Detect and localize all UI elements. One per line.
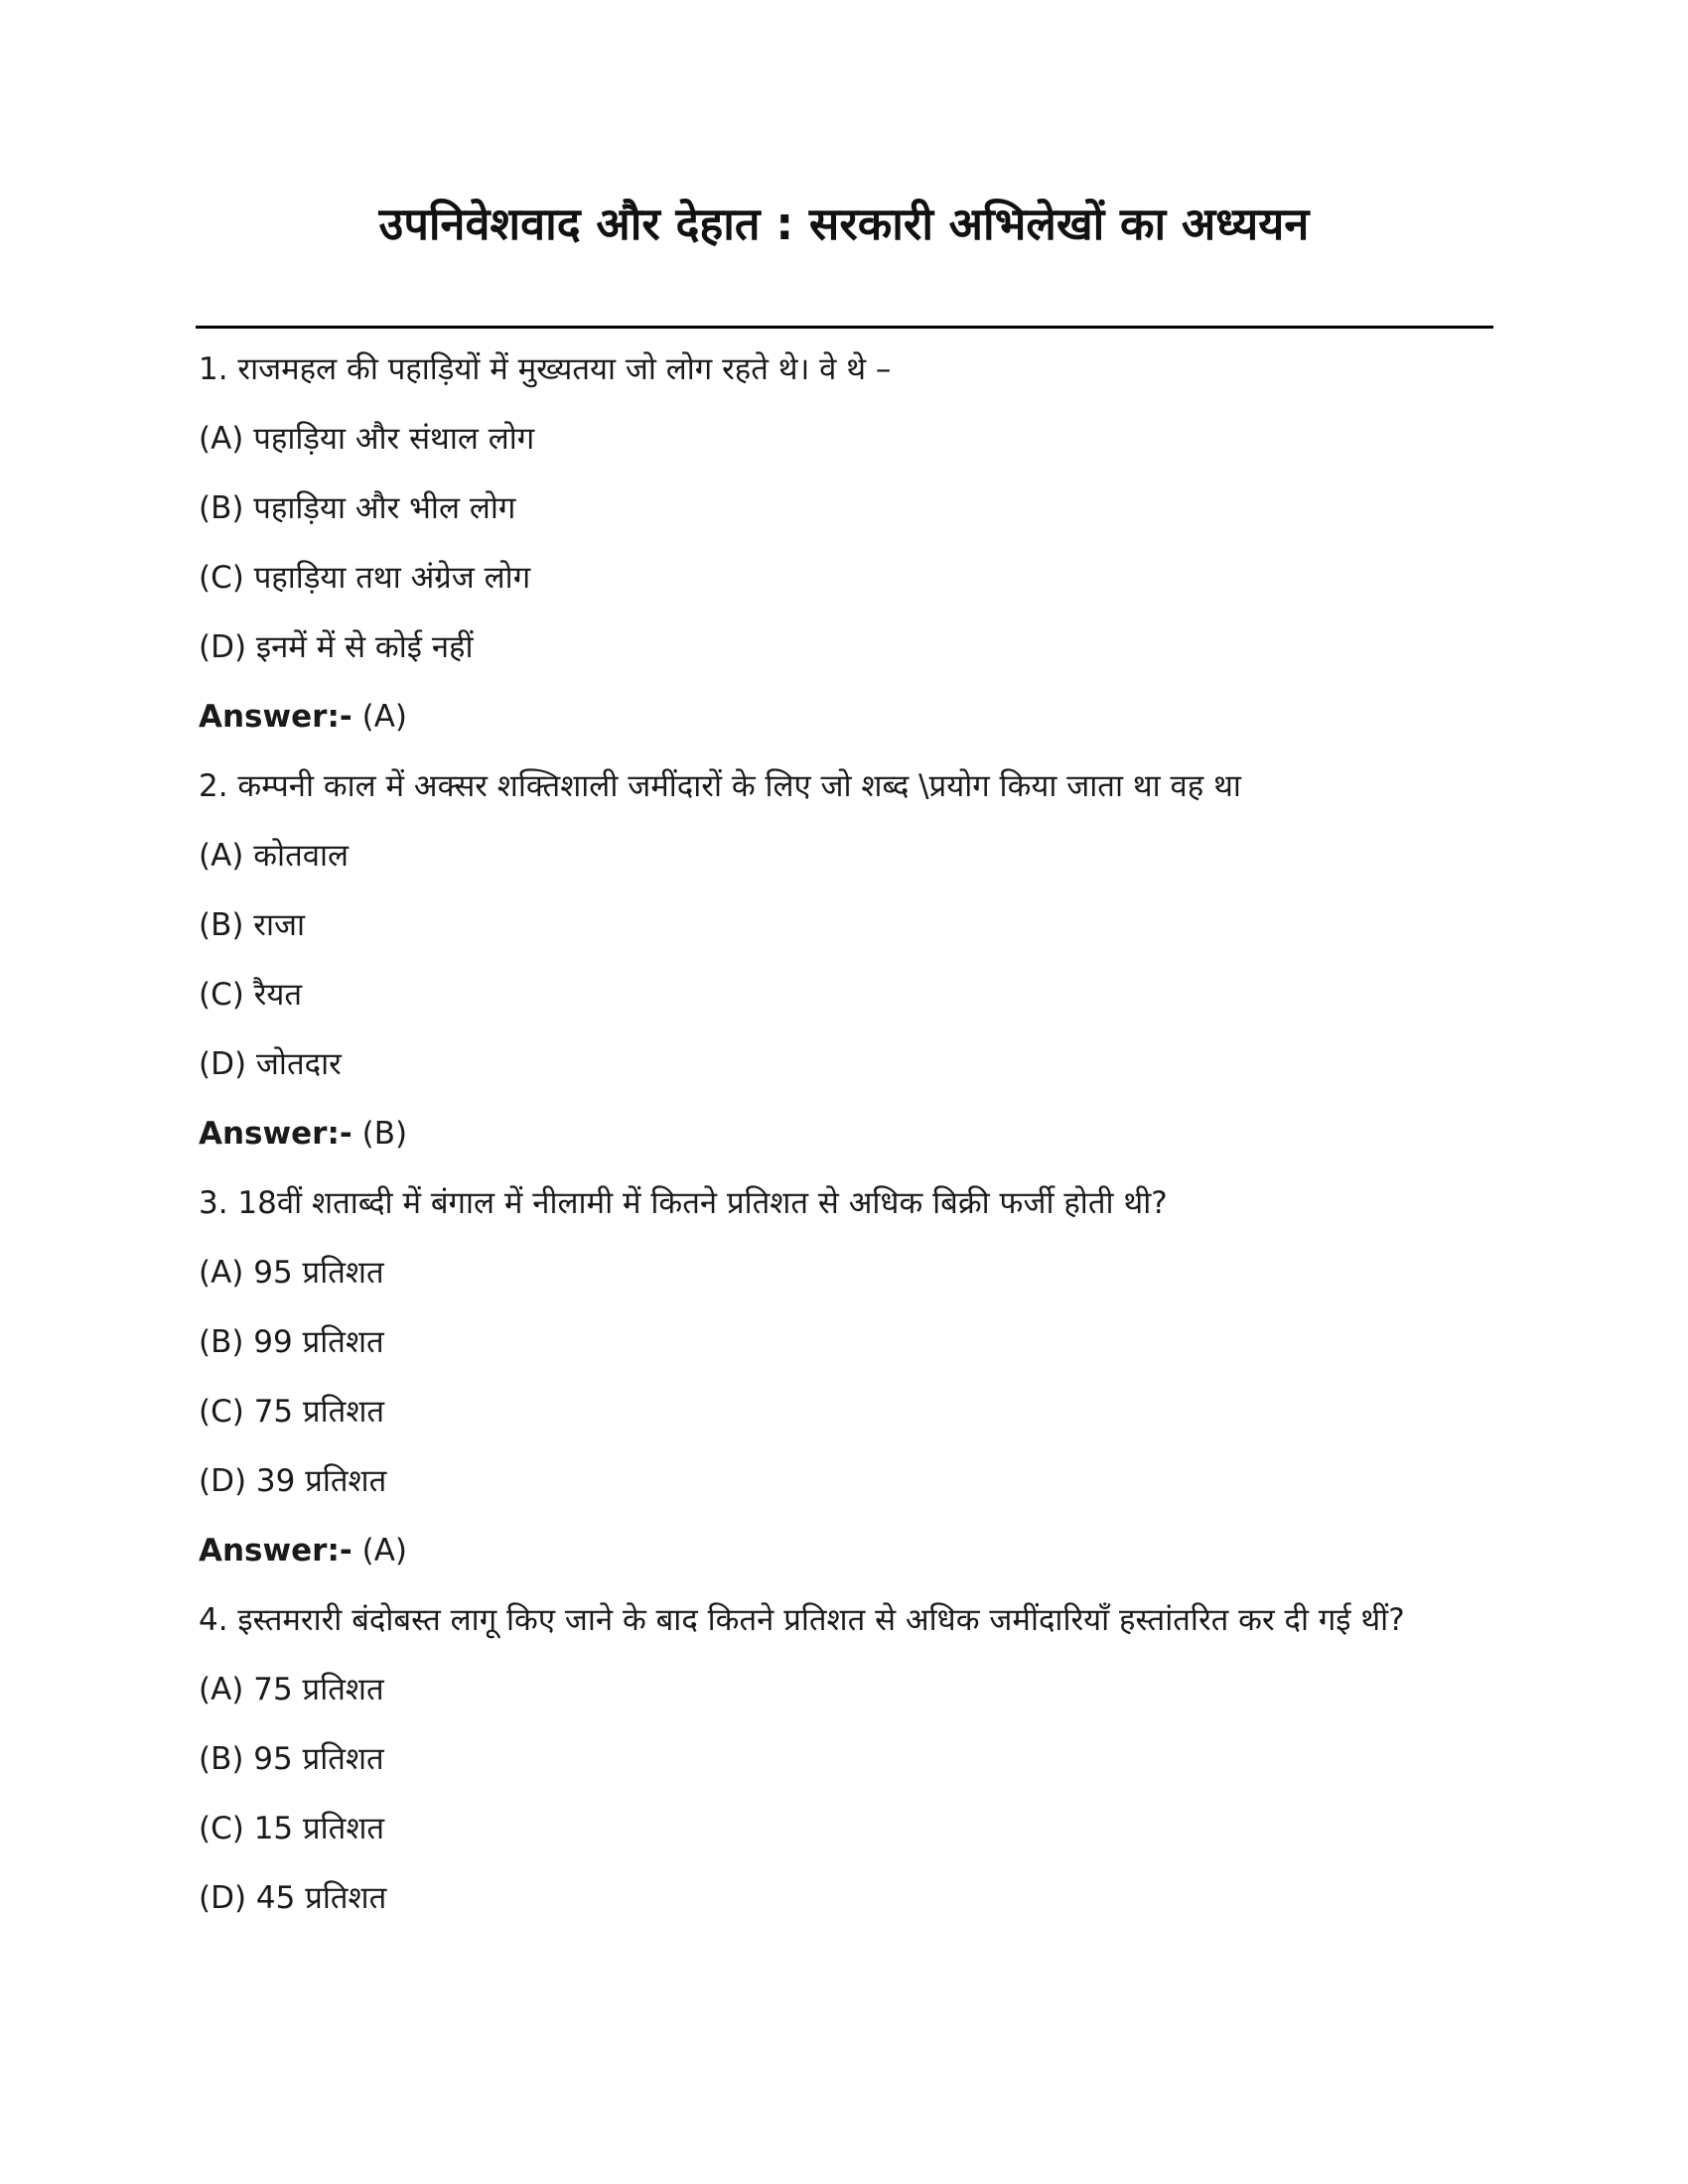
answer-value: (A) bbox=[361, 1533, 407, 1569]
option-b: (B) राजा bbox=[199, 907, 306, 943]
option-d: (D) 39 प्रतिशत bbox=[199, 1463, 387, 1499]
question-4 bbox=[199, 1598, 1489, 1920]
page-title: उपनिवेशवाद और देहात : सरकारी अभिलेखों का अध्ययन bbox=[378, 198, 1310, 250]
answer-value: (A) bbox=[361, 699, 407, 735]
question-text: 1. राजमहल की पहाड़ियों में मुख्यतया जो लोग रहते थे। वे थे – bbox=[199, 351, 892, 387]
option-d: (D) इनमें में से कोई नहीं bbox=[199, 629, 474, 665]
question-1 bbox=[199, 347, 1489, 739]
answer-label: Answer:- bbox=[199, 1116, 352, 1152]
option-a: (A) कोतवाल bbox=[199, 838, 350, 874]
answer-label: Answer:- bbox=[199, 699, 352, 735]
option-a: (A) 95 प्रतिशत bbox=[199, 1255, 384, 1291]
answer-value: (B) bbox=[361, 1116, 408, 1152]
question-list bbox=[199, 347, 1489, 1946]
question-3 bbox=[199, 1181, 1489, 1572]
option-c: (C) रैयत bbox=[199, 977, 303, 1013]
question-2 bbox=[199, 764, 1489, 1156]
answer-line bbox=[199, 1112, 1489, 1156]
question-text: 4. इस्तमरारी बंदोबस्त लागू किए जाने के बाद कितने प्रतिशत से अधिक जमींदारियाँ हस्तांतरित कर दी गई थीं? bbox=[199, 1602, 1405, 1638]
option-a: (A) 75 प्रतिशत bbox=[199, 1672, 384, 1707]
option-d: (D) 45 प्रतिशत bbox=[199, 1880, 387, 1916]
title-divider bbox=[196, 326, 1493, 329]
answer-line bbox=[199, 695, 1489, 739]
question-text: 3. 18वीं शताब्दी में बंगाल में नीलामी में कितने प्रतिशत से अधिक बिक्री फर्जी होती थी? bbox=[199, 1185, 1168, 1221]
option-b: (B) 99 प्रतिशत bbox=[199, 1324, 384, 1360]
option-a: (A) पहाड़िया और संथाल लोग bbox=[199, 421, 535, 457]
answer-label: Answer:- bbox=[199, 1533, 352, 1569]
option-c: (C) 75 प्रतिशत bbox=[199, 1394, 385, 1430]
option-c: (C) पहाड़िया तथा अंग्रेज लोग bbox=[199, 560, 531, 596]
option-d: (D) जोतदार bbox=[199, 1046, 342, 1082]
answer-line bbox=[199, 1529, 1489, 1572]
option-c: (C) 15 प्रतिशत bbox=[199, 1811, 385, 1846]
question-text: 2. कम्पनी काल में अक्सर शक्तिशाली जमींदारों के लिए जो शब्द \प्रयोग किया जाता था वह था bbox=[199, 768, 1241, 804]
option-b: (B) पहाड़िया और भील लोग bbox=[199, 490, 516, 526]
option-b: (B) 95 प्रतिशत bbox=[199, 1741, 384, 1777]
